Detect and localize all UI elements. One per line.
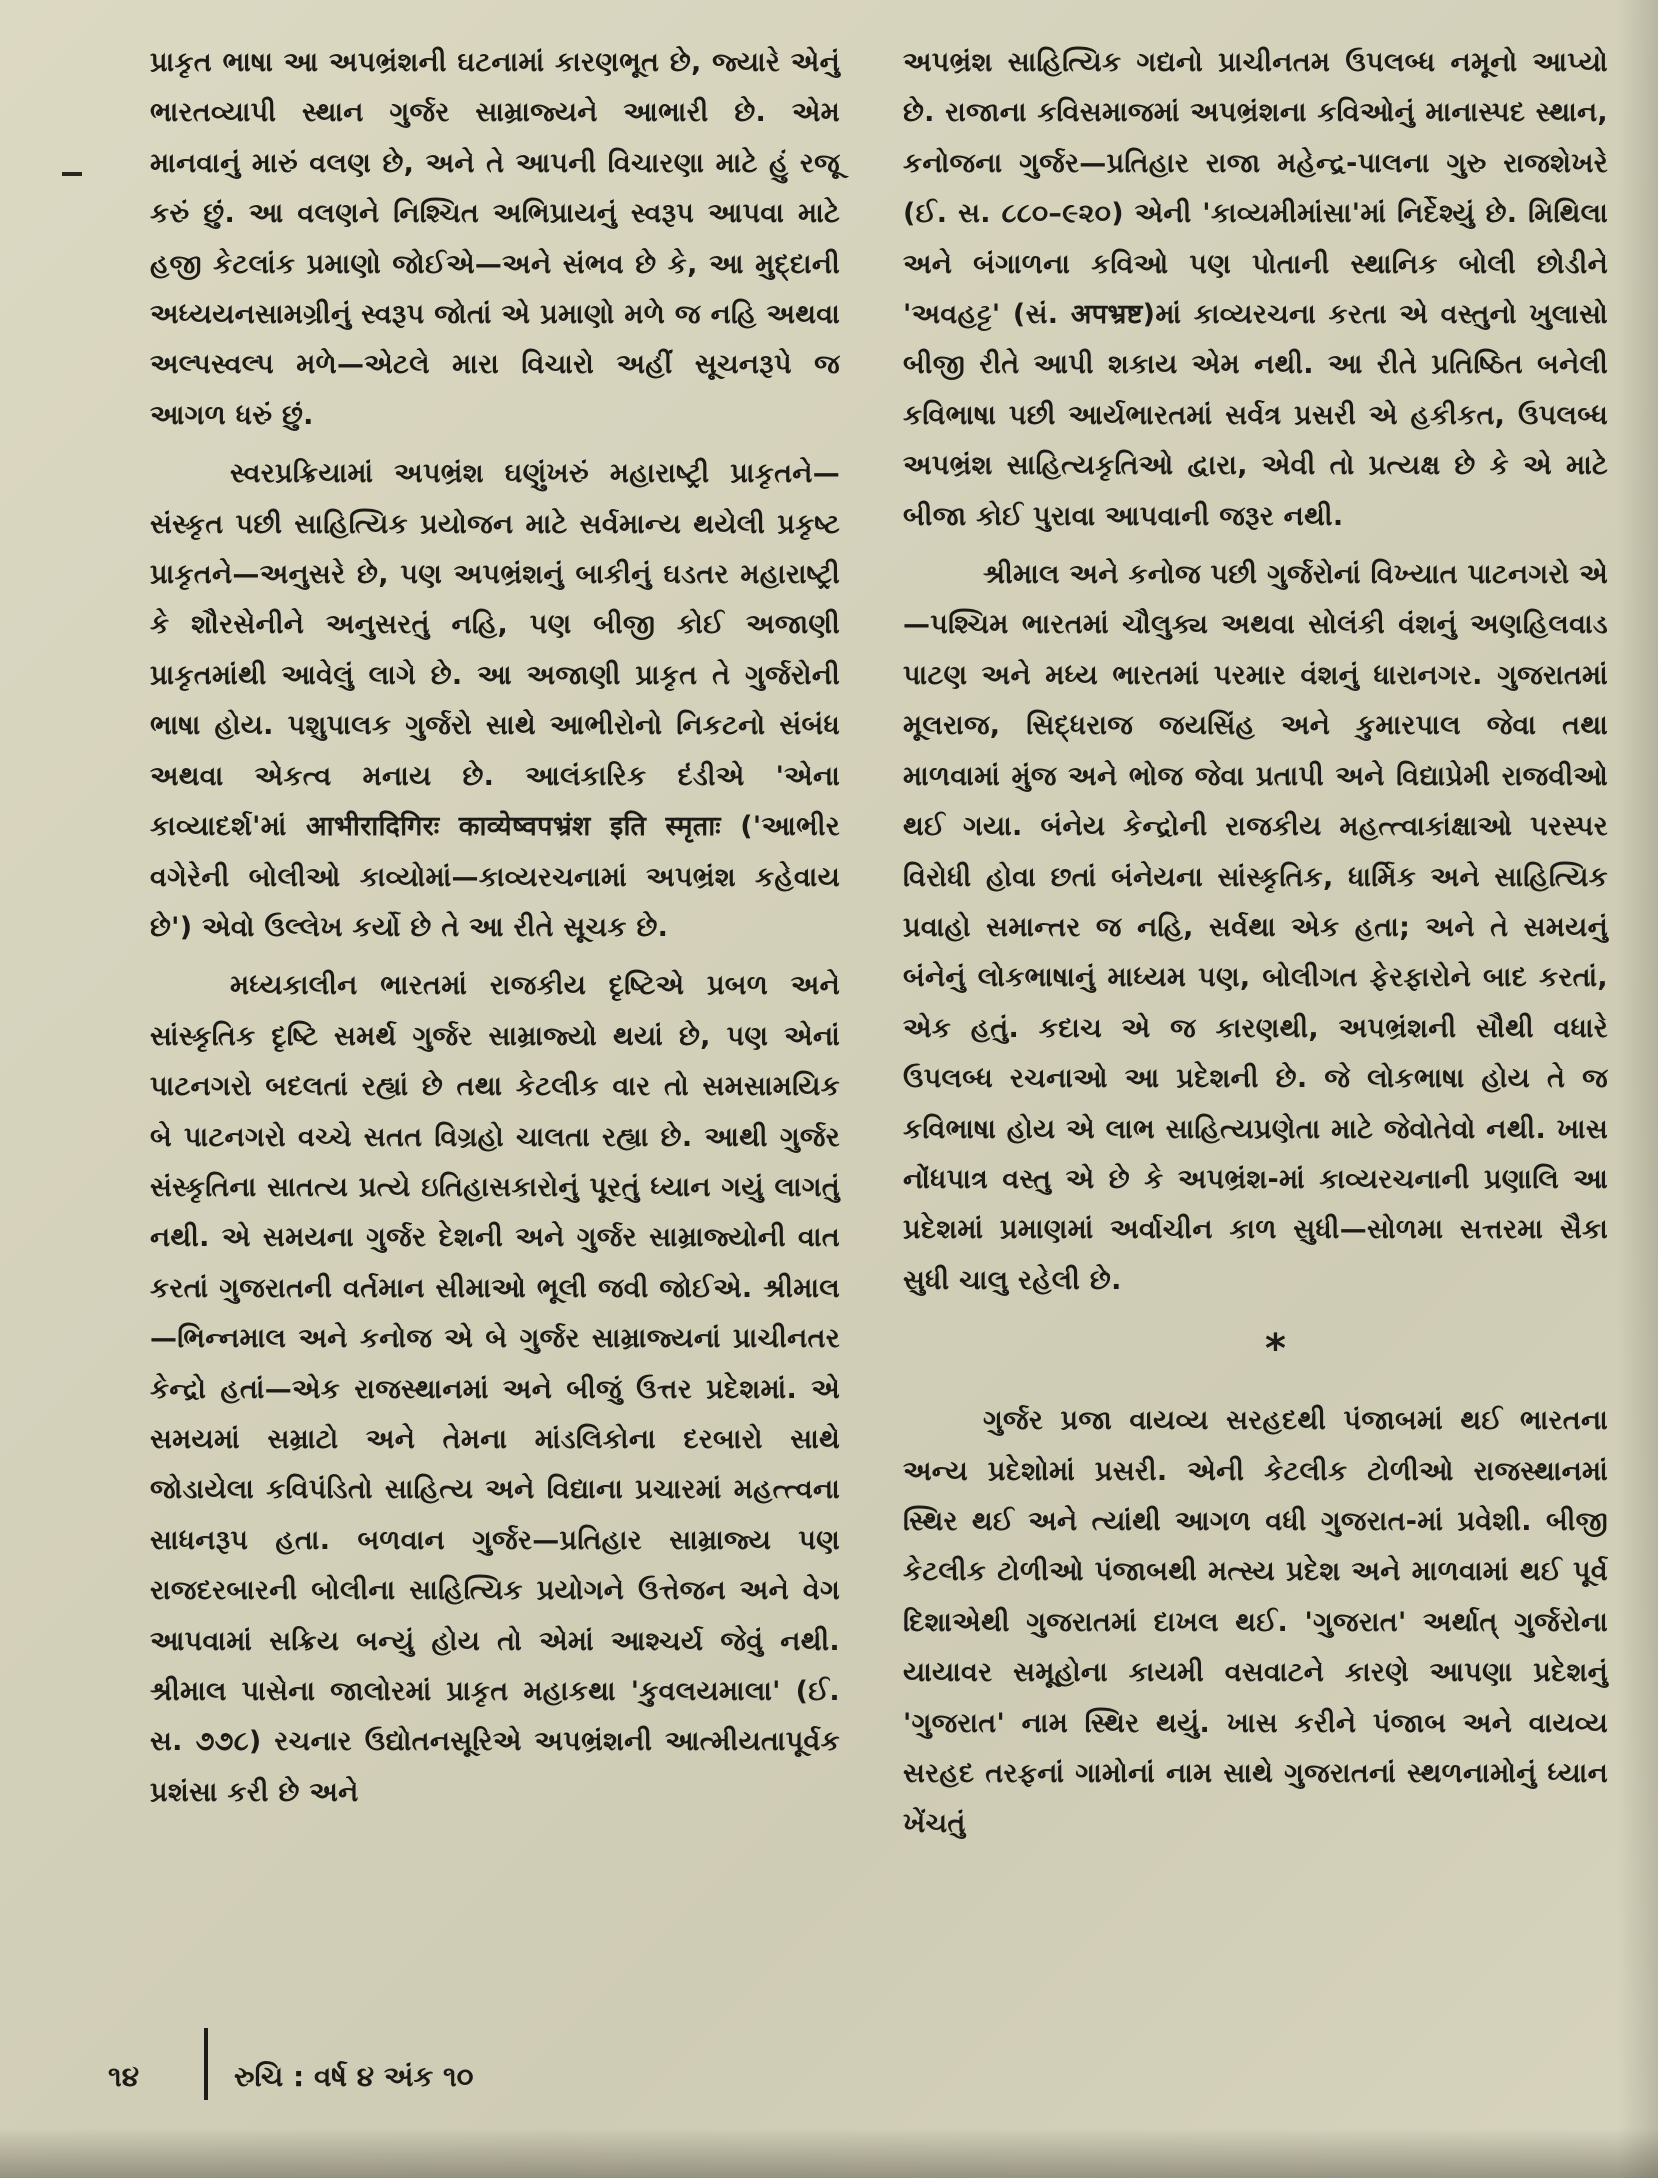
- left-column: [150, 38, 840, 1818]
- page-edge-shadow: [1618, 0, 1658, 2178]
- right-paragraph-2: શ્રીમાલ અને કનોજ પછી ગુર્જરોનાં વિખ્યાત પાટનગરો એ—પશ્ચિમ ભારતમાં ચૌલુક્ય અથવા સોલંકી વંશનું અણહિલવાડ પાટણ અને મધ્ય ભારતમાં પરમાર વંશનું ધારાનગર. ગુજરાતમાં મૂલરાજ, સિદ્ધરાજ જયસિંહ અને કુમારપાલ જેવા તથા માળવામાં મુંજ અને ભોજ જેવા પ્રતાપી અને વિદ્યાપ્રેમી રાજવીઓ થઈ ગયા. બંનેય કેન્દ્રોની રાજકીય મહત્ત્વાકાંક્ષાઓ પરસ્પર વિરોધી હોવા છતાં બંનેયના સાંસ્કૃતિક, ધાર્મિક અને સાહિત્યિક પ્રવાહો સમાન્તર જ નહિ, સર્વથા એક હતા; અને તે સમયનું બંનેનું લોકભાષાનું માધ્યમ પણ, બોલીગત ફેરફારોને બાદ કરતાં, એક હતું. કદાચ એ જ કારણથી, અપભ્રંશની સૌથી વધારે ઉપલબ્ધ રચનાઓ આ પ્રદેશની છે. જે લોકભાષા હોય તે જ કવિભાષા હોય એ લાભ સાહિત્યપ્રણેતા માટે જેવોતેવો નથી. ખાસ નોંધપાત્ર વસ્તુ એ છે કે અપભ્રંશ-માં કાવ્યરચનાની પ્રણાલિ આ પ્રદેશમાં પ્રમાણમાં અર્વાચીન કાળ સુધી—સોળમા સત્તરમા સૈકા સુધી ચાલુ રહેલી છે.: [903, 559, 1608, 1296]
- page-number: ૧૪: [108, 2060, 140, 2093]
- page-bottom-shadow: [0, 2128, 1658, 2178]
- left-paragraph-2: સ્વરપ્રક્રિયામાં અપભ્રંશ ઘણુંખરું મહારાષ્ટ્રી પ્રાકૃતને—સંસ્કૃત પછી સાહિત્યિક પ્રયોજન માટે સર્વમાન્ય થયેલી પ્રકૃષ્ટ પ્રાકૃતને—અનુસરે છે, પણ અપભ્રંશનું બાકીનું ઘડતર મહારાષ્ટ્રી કે શૌરસેનીને અનુસરતું નહિ, પણ બીજી કોઈ અજાણી પ્રાકૃતમાંથી આવેલું લાગે છે. આ અજાણી પ્રાકૃત તે ગુર્જરોની ભાષા હોય. પશુપાલક ગુર્જરો સાથે આભીરોનો નિકટનો સંબંધ અથવા એકત્વ મનાય છે. આલંકારિક દંડીએ 'એના કાવ્યાદર્શ'માં आभीरादिगिरः काव्येष्वपभ्रंश इति स्मृताः ('આભીર વગેરેની બોલીઓ કાવ્યોમાં—કાવ્યરચનામાં અપભ્રંશ કહેવાય છે') એવો ઉલ્લેખ કર્યો છે તે આ રીતે સૂચક છે.: [150, 458, 840, 943]
- left-paragraph-1: પ્રાકૃત ભાષા આ અપભ્રંશની ઘટનામાં કારણભૂત છે, જ્યારે એનું ભારતવ્યાપી સ્થાન ગુર્જર સામ્રાજ્યને આભારી છે. એમ માનવાનું મારું વલણ છે, અને તે આપની વિચારણા માટે હું રજૂ કરું છું. આ વલણને નિશ્ચિત અભિપ્રાયનું સ્વરૂપ આપવા માટે હજી કેટલાંક પ્રમાણો જોઈએ—અને સંભવ છે કે, આ મુદ્દાની અધ્યયનસામગ્રીનું સ્વરૂપ જોતાં એ પ્રમાણો મળે જ નહિ અથવા અલ્પસ્વલ્પ મળે—એટલે મારા વિચારો અહીં સૂચનરૂપે જ આગળ ધરું છું.: [150, 47, 840, 431]
- journal-info: રુચિ : વર્ષ ૪ અંક ૧૦: [234, 2060, 474, 2093]
- right-paragraph-3: ગુર્જર પ્રજા વાયવ્ય સરહદથી પંજાબમાં થઈ ભારતના અન્ય પ્રદેશોમાં પ્રસરી. એની કેટલીક ટોળીઓ રાજસ્થાનમાં સ્થિર થઈ અને ત્યાંથી આગળ વધી ગુજરાત-માં પ્રવેશી. બીજી કેટલીક ટોળીઓ પંજાબથી મત્સ્ય પ્રદેશ અને માળવામાં થઈ પૂર્વ દિશાએથી ગુજરાતમાં દાખલ થઈ. 'ગુજરાત' અર્થાત્ ગુર્જરોના યાયાવર સમૂહોના કાયમી વસવાટને કારણે આપણા પ્રદેશનું 'ગુજરાત' નામ સ્થિર થયું. ખાસ કરીને પંજાબ અને વાયવ્ય સરહદ તરફનાં ગામોનાં નામ સાથે ગુજરાતનાં સ્થળનામોનું ધ્યાન ખેંચતું: [903, 1405, 1608, 1840]
- margin-mark: [62, 172, 82, 176]
- right-paragraph-1: અપભ્રંશ સાહિત્યિક ગદ્યનો પ્રાચીનતમ ઉપલબ્ધ નમૂનો આપ્યો છે. રાજાના કવિસમાજમાં અપભ્રંશના કવિઓનું માનાસ્પદ સ્થાન, કનોજના ગુર્જર—પ્રતિહાર રાજા મહેન્દ્ર-પાલના ગુરુ રાજશેખરે (ઈ. સ. ૮૮૦–૯૨૦) એની 'કાવ્યમીમાંસા'માં નિર્દેશ્યું છે. મિથિલા અને બંગાળના કવિઓ પણ પોતાની સ્થાનિક બોલી છોડીને 'અવહટ્ટ' (સં. अपभ्रष्ट)માં કાવ્યરચના કરતા એ વસ્તુનો ખુલાસો બીજી રીતે આપી શકાય એમ નથી. આ રીતે પ્રતિષ્ઠિત બનેલી કવિભાષા પછી આર્યભારતમાં સર્વત્ર પ્રસરી એ હકીકત, ઉપલબ્ધ અપભ્રંશ સાહિત્યકૃતિઓ દ્વારા, એવી તો પ્રત્યક્ષ છે કે એ માટે બીજા કોઈ પુરાવા આપવાની જરૂર નથી.: [903, 47, 1608, 532]
- section-separator: *: [1265, 1326, 1286, 1373]
- page-footer: [108, 2052, 474, 2102]
- right-column: [903, 38, 1608, 1850]
- left-paragraph-3: મધ્યકાલીન ભારતમાં રાજકીય દૃષ્ટિએ પ્રબળ અને સાંસ્કૃતિક દૃષ્ટિ સમર્થ ગુર્જર સામ્રાજ્યો થયાં છે, પણ એનાં પાટનગરો બદલતાં રહ્યાં છે તથા કેટલીક વાર તો સમસામયિક બે પાટનગરો વચ્ચે સતત વિગ્રહો ચાલતા રહ્યા છે. આથી ગુર્જર સંસ્કૃતિના સાતત્ય પ્રત્યે ઇતિહાસકારોનું પૂરતું ધ્યાન ગયું લાગતું નથી. એ સમયના ગુર્જર દેશની અને ગુર્જર સામ્રાજ્યોની વાત કરતાં ગુજરાતની વર્તમાન સીમાઓ ભૂલી જવી જોઈએ. શ્રીમાલ—ભિન્નમાલ અને કનોજ એ બે ગુર્જર સામ્રાજ્યનાં પ્રાચીનતર કેન્દ્રો હતાં—એક રાજસ્થાનમાં અને બીજું ઉત્તર પ્રદેશમાં. એ સમયમાં સમ્રાટો અને તેમના માંડલિકોના દરબારો સાથે જોડાયેલા કવિપંડિતો સાહિત્ય અને વિદ્યાના પ્રચારમાં મહત્ત્વના સાધનરૂપ હતા. બળવાન ગુર્જર—પ્રતિહાર સામ્રાજ્ય પણ રાજદરબારની બોલીના સાહિત્યિક પ્રયોગને ઉત્તેજન અને વેગ આપવામાં સક્રિય બન્યું હોય તો એમાં આશ્ચર્ય જેવું નથી. શ્રીમાલ પાસેના જાલોરમાં પ્રાકૃત મહાકથા 'કુવલયમાલા' (ઈ. સ. ૭૭૮) રચનાર ઉદ્યોતનસૂરિએ અપભ્રંશની આત્મીયતાપૂર્વક પ્રશંસા કરી છે અને: [150, 970, 840, 1808]
- footer-divider: [204, 2028, 208, 2100]
